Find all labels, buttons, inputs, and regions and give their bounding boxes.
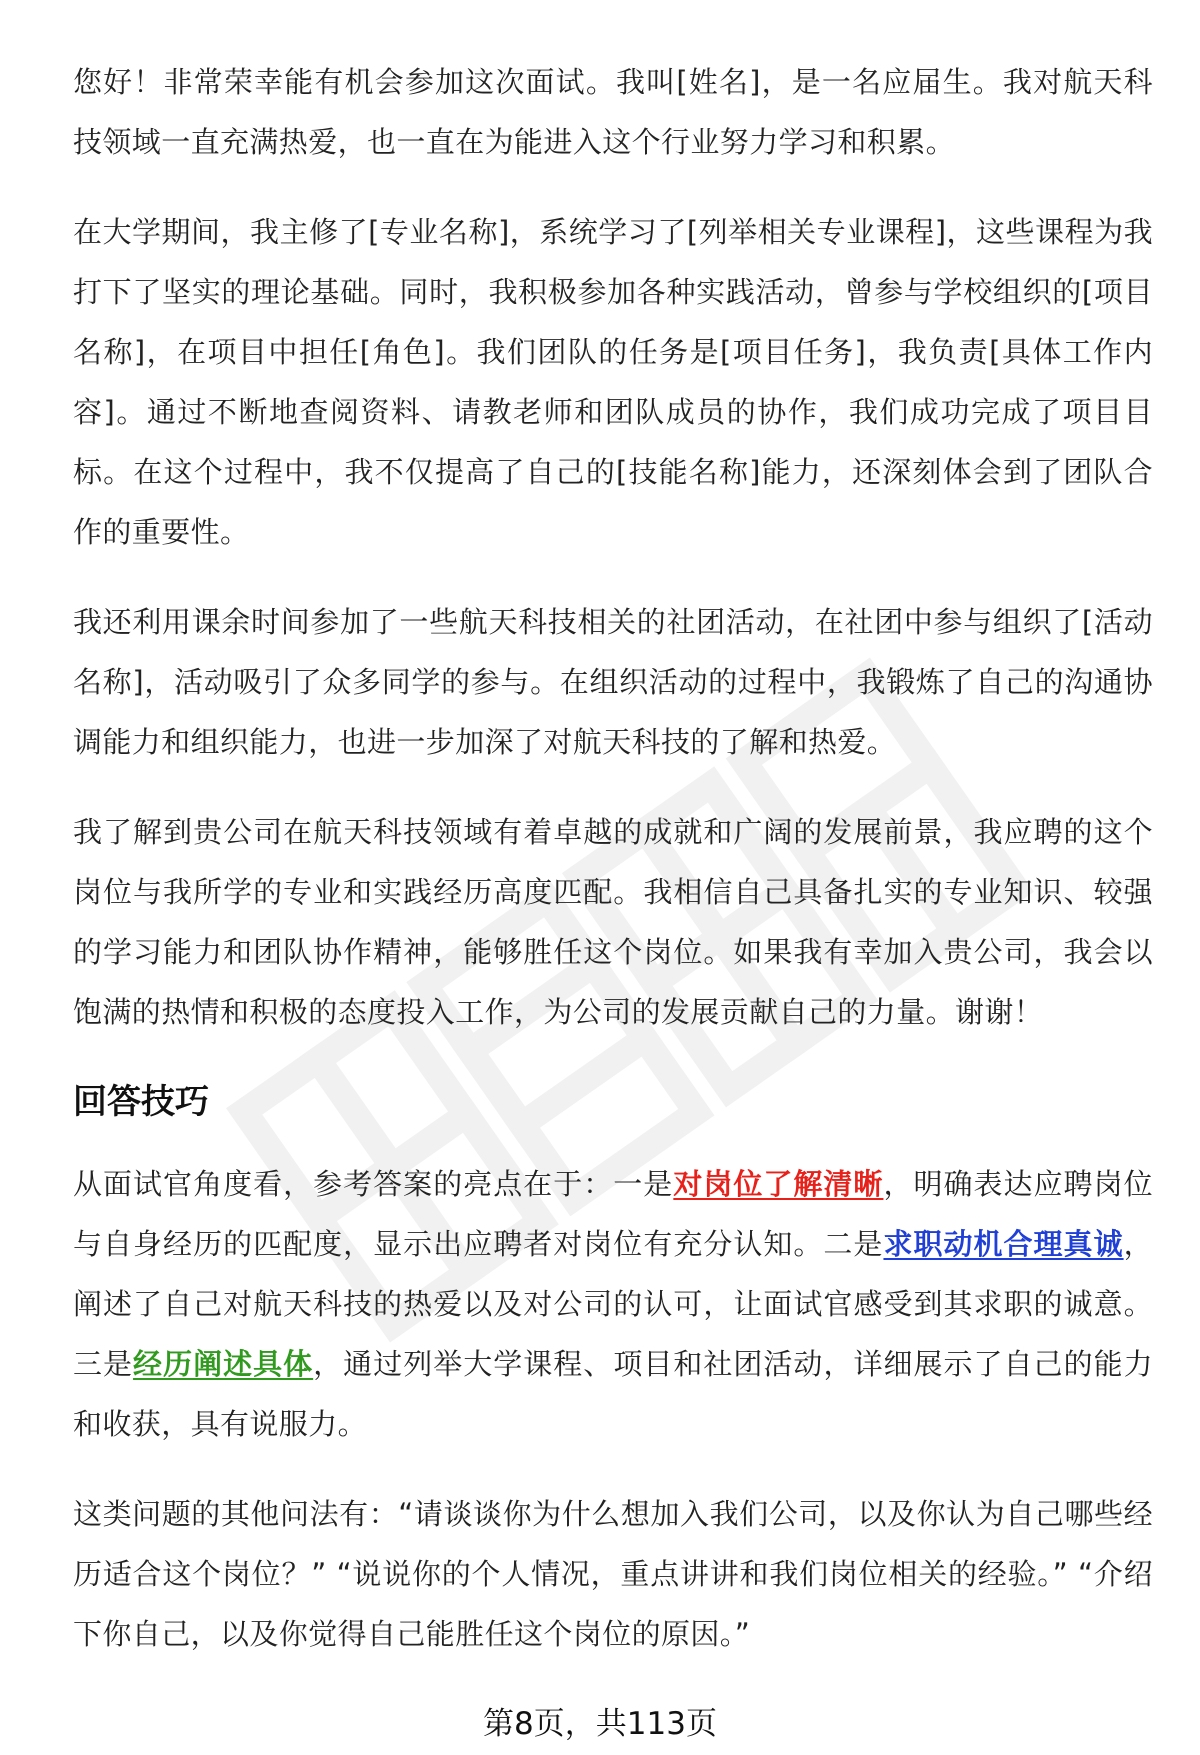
- tips-text-1: 从面试官角度看，参考答案的亮点在于：一是: [73, 1167, 674, 1201]
- page-number: 第8页，共113页: [483, 1706, 717, 1742]
- section-heading-tips: 回答技巧: [73, 1082, 209, 1122]
- paragraph-intro: 您好！非常荣幸能有机会参加这次面试。我叫[姓名]，是一名应届生。我对航天科技领域一直充满热爱，也一直在为能进入这个行业努力学习和积累。: [73, 65, 1153, 159]
- document-body: [73, 52, 1153, 1694]
- paragraph-club: 我还利用课余时间参加了一些航天科技相关的社团活动，在社团中参与组织了[活动名称]，活动吸引了众多同学的参与。在组织活动的过程中，我锻炼了自己的沟通协调能力和组织能力，也进一步加深了对航天科技的了解和热爱。: [73, 605, 1153, 759]
- highlight-motivation: 求职动机合理真诚: [883, 1227, 1124, 1261]
- highlight-experience: 经历阐述具体: [133, 1347, 314, 1381]
- tips-text-2: ，明确表达应聘岗位与自身经历的匹配度，显示出应聘者对岗位有充分认知。二是: [73, 1167, 1153, 1261]
- paragraph-tips: [73, 1154, 1153, 1454]
- paragraph-company: 我了解到贵公司在航天科技领域有着卓越的成就和广阔的发展前景，我应聘的这个岗位与我所学的专业和实践经历高度匹配。我相信自己具备扎实的专业知识、较强的学习能力和团队协作精神，能够胜任这个岗位。如果我有幸加入贵公司，我会以饱满的热情和积极的态度投入工作，为公司的发展贡献自己的力量。谢谢！: [73, 815, 1153, 1029]
- paragraph-university: 在大学期间，我主修了[专业名称]，系统学习了[列举相关专业课程]，这些课程为我打下了坚实的理论基础。同时，我积极参加各种实践活动，曾参与学校组织的[项目名称]，在项目中担任[角色]。我们团队的任务是[项目任务]，我负责[具体工作内容]。通过不断地查阅资料、请教老师和团队成员的协作，我们成功完成了项目目标。在这个过程中，我不仅提高了自己的[技能名称]能力，还深刻体会到了团队合作的重要性。: [73, 215, 1153, 549]
- highlight-job-understanding: 对岗位了解清晰: [673, 1167, 884, 1201]
- paragraph-other-questions: 这类问题的其他问法有：“请谈谈你为什么想加入我们公司，以及你认为自己哪些经历适合这个岗位？” “说说你的个人情况，重点讲讲和我们岗位相关的经验。” “介绍下你自己，以及你觉得自己能胜任这个岗位的原因。”: [73, 1497, 1153, 1651]
- tips-text-3: ，阐述了自己对航天科技的热爱以及对公司的认可，让面试官感受到其求职的诚意。三是: [73, 1227, 1153, 1381]
- tips-text-4: ，通过列举大学课程、项目和社团活动，详细展示了自己的能力和收获，具有说服力。: [73, 1347, 1154, 1441]
